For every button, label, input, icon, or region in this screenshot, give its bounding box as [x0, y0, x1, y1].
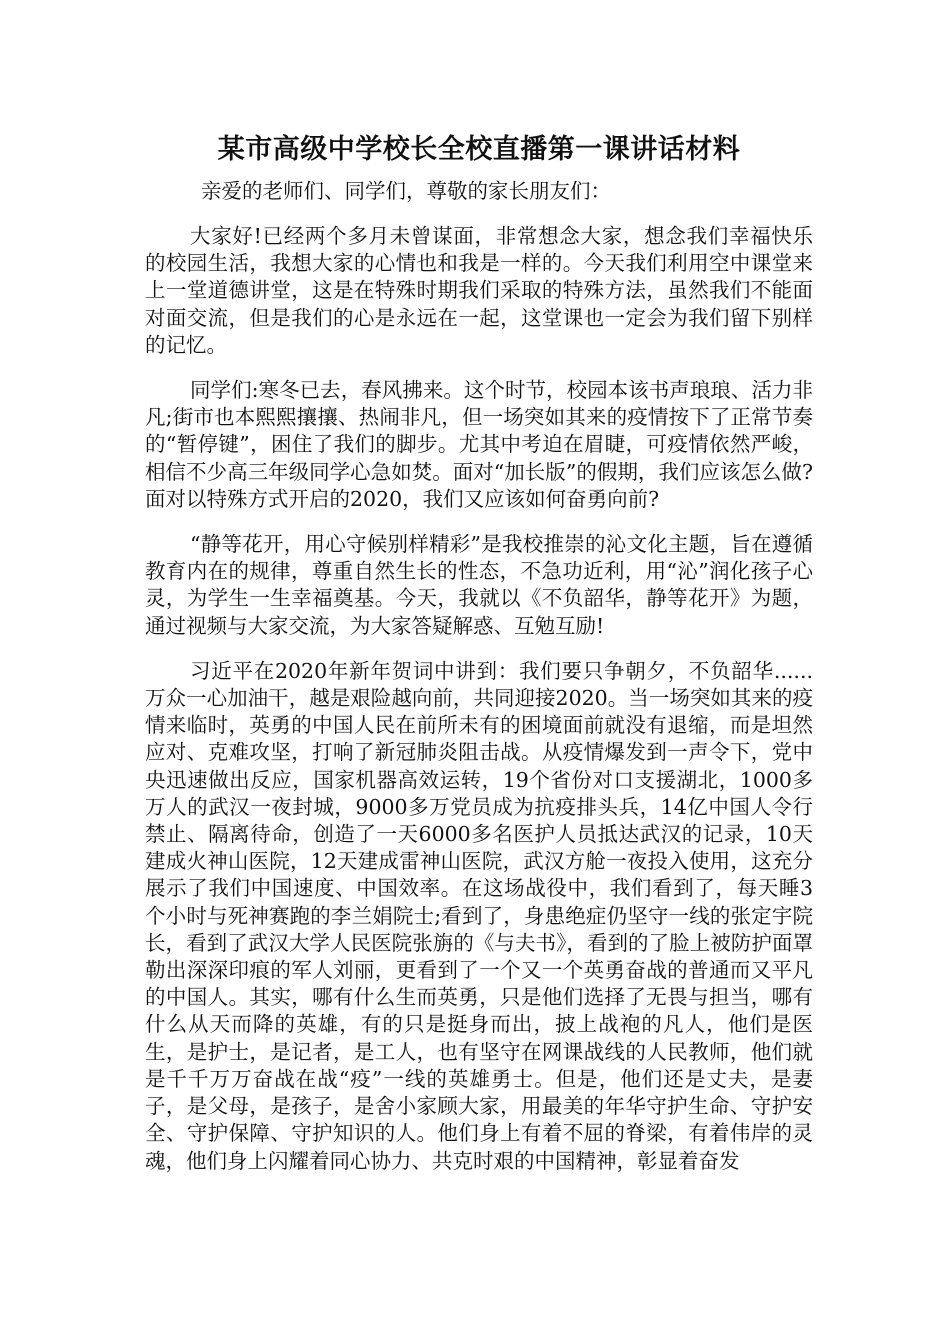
document-page: [145, 130, 813, 1320]
paragraph-3: “静等花开，用心守候别样精彩”是我校推崇的沁文化主题，旨在遵循教育内在的规律，尊重自然生长的性态，不急功近利，用“沁”润化孩子心灵，为学生一生幸福奠基。今天，我就以《不负韶华，静等花开》为题，通过视频与大家交流，为大家答疑解惑、互勉互励!: [145, 532, 813, 638]
paragraph-2: 同学们:寒冬已去，春风拂来。这个时节，校园本该书声琅琅、活力非凡;街市也本熙熙攘攘、热闹非凡，但一场突如其来的疫情按下了正常节奏的“暂停键”，困住了我们的脚步。尤其中考迫在眉睫，可疫情依然严峻，相信不少高三年级同学心急如焚。面对“加长版”的假期，我们应该怎么做?面对以特殊方式开启的2020，我们又应该如何奋勇向前?: [145, 378, 813, 511]
paragraph-4: 习近平在2020年新年贺词中讲到：我们要只争朝夕，不负韶华......万众一心加油干，越是艰险越向前，共同迎接2020。当一场突如其来的疫情来临时，英勇的中国人民在前所未有的困境面前就没有退缩，而是坦然应对、克难攻坚，打响了新冠肺炎阻击战。从疫情爆发到一声令下，党中央迅速做出反应，国家机器高效运转，19个省份对口支援湖北，1000多万人的武汉一夜封城，9000多万党员成为抗疫排头兵，14亿中国人令行禁止、隔离待命，创造了一天6000多名医护人员抵达武汉的记录，10天建成火神山医院，12天建成雷神山医院，武汉方舱一夜投入使用，这充分展示了我们中国速度、中国效率。在这场战役中，我们看到了，每天睡3个小时与死神赛跑的李兰娟院士;看到了，身患绝症仍坚守一线的张定宇院长，看到了武汉大学人民医院张旃的《与夫书》，看到的了脸上被防护面罩勒出深深印痕的军人刘丽，更看到了一个又一个英勇奋战的普通而又平凡的中国人。其实，哪有什么生而英勇，只是他们选择了无畏与担当，哪有什么从天而降的英雄，有的只是挺身而出，披上战袍的凡人，他们是医生，是护士，是记者，是工人，也有坚守在网课战线的人民教师，他们就是千千万万奋战在战“疫”一线的英雄勇士。但是，他们还是丈夫，是妻子，是父母，是孩子，是舍小家顾大家，用最美的年华守护生命、守护安全、守护保障、守护知识的人。他们身上有着不屈的脊梁，有着伟岸的灵魂，他们身上闪耀着同心协力、共克时艰的中国精神，彰显着奋发: [145, 658, 813, 1173]
salutation: 亲爱的老师们、同学们，尊敬的家长朋友们：: [201, 179, 611, 203]
paragraph-1: 大家好!已经两个多月未曾谋面，非常想念大家，想念我们幸福快乐的校园生活，我想大家的心情也和我是一样的。今天我们利用空中课堂来上一堂道德讲堂，这是在特殊时期我们采取的特殊方法，虽然我们不能面对面交流，但是我们的心是永远在一起，这堂课也一定会为我们留下别样的记忆。: [145, 224, 813, 357]
document-title: 某市高级中学校长全校直播第一课讲话材料: [217, 134, 741, 165]
